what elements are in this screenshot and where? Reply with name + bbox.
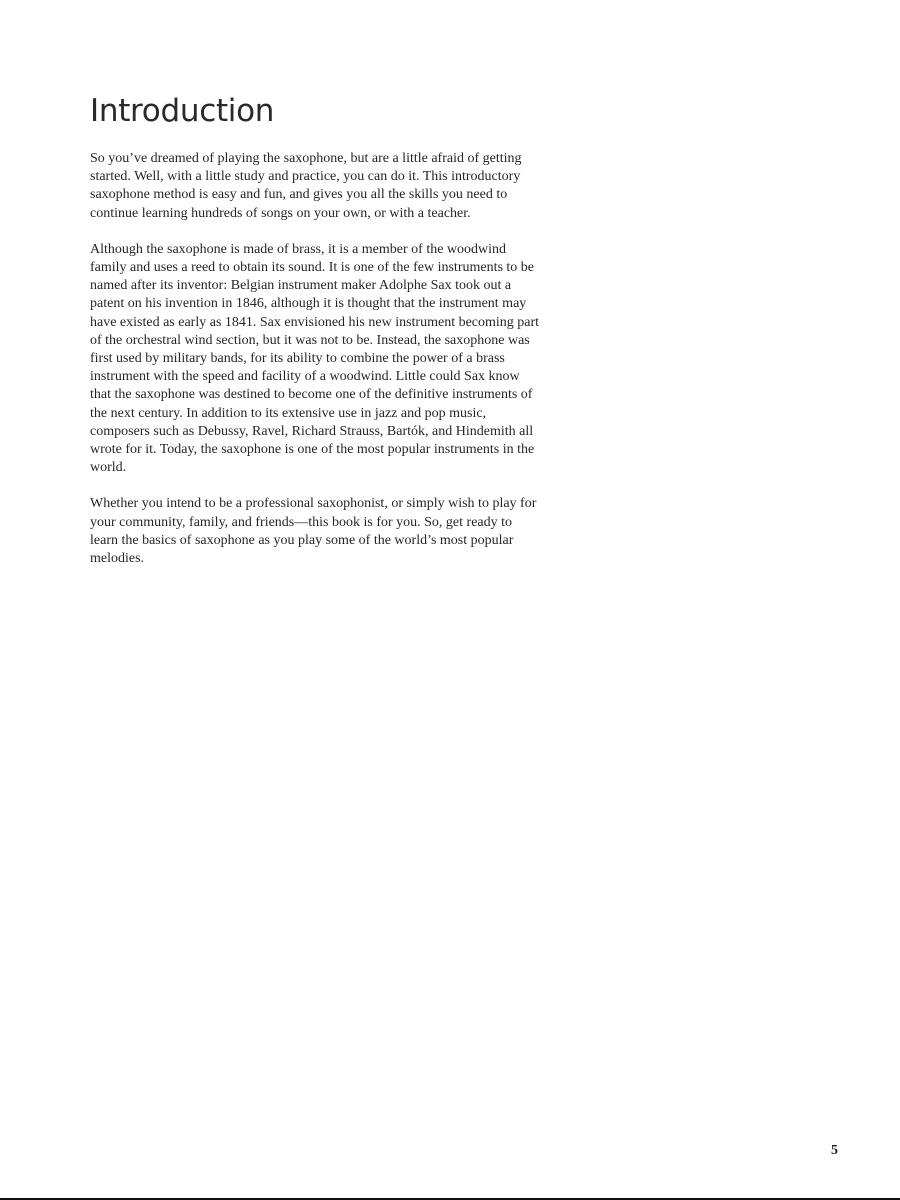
intro-paragraph-1: So you’ve dreamed of playing the saxophone, but are a little afraid of getting started. Well, with a little study and practice, you can do it. This introductory saxophone method is easy and fun, and gives you all the skills you need to continue learning hundreds of songs on your own, or with a teacher.: [90, 151, 522, 221]
page-content: [90, 92, 542, 586]
page-number: 5: [831, 1143, 838, 1158]
page-title: Introduction: [90, 93, 275, 129]
intro-paragraph-3: Whether you intend to be a professional saxophonist, or simply wish to play for your community, family, and friends—this book is for you. So, get ready to learn the basics of saxophone as you play some of the world’s most popular melodies.: [90, 496, 537, 567]
intro-paragraph-2: Although the saxophone is made of brass, it is a member of the woodwind family and uses a reed to obtain its sound. It is one of the few instruments to be named after its inventor: Belgian instrument maker Adolphe Sax took out a patent on his invention in 1846, although it is thought that the instrument may have existed as early as 1841. Sax envisioned his new instrument becoming part of the orchestral wind section, but it was not to be. Instead, the saxophone was first used by military bands, for its ability to combine the power of a brass instrument with the speed and facility of a woodwind. Little could Sax know that the saxophone was destined to become one of the definitive instruments of the next century. In addition to its extensive use in jazz and pop music, composers such as Debussy, Ravel, Richard Strauss, Bartók, and Hindemith all wrote for it. Today, the saxophone is one of the most popular instruments in the world.: [90, 241, 540, 476]
